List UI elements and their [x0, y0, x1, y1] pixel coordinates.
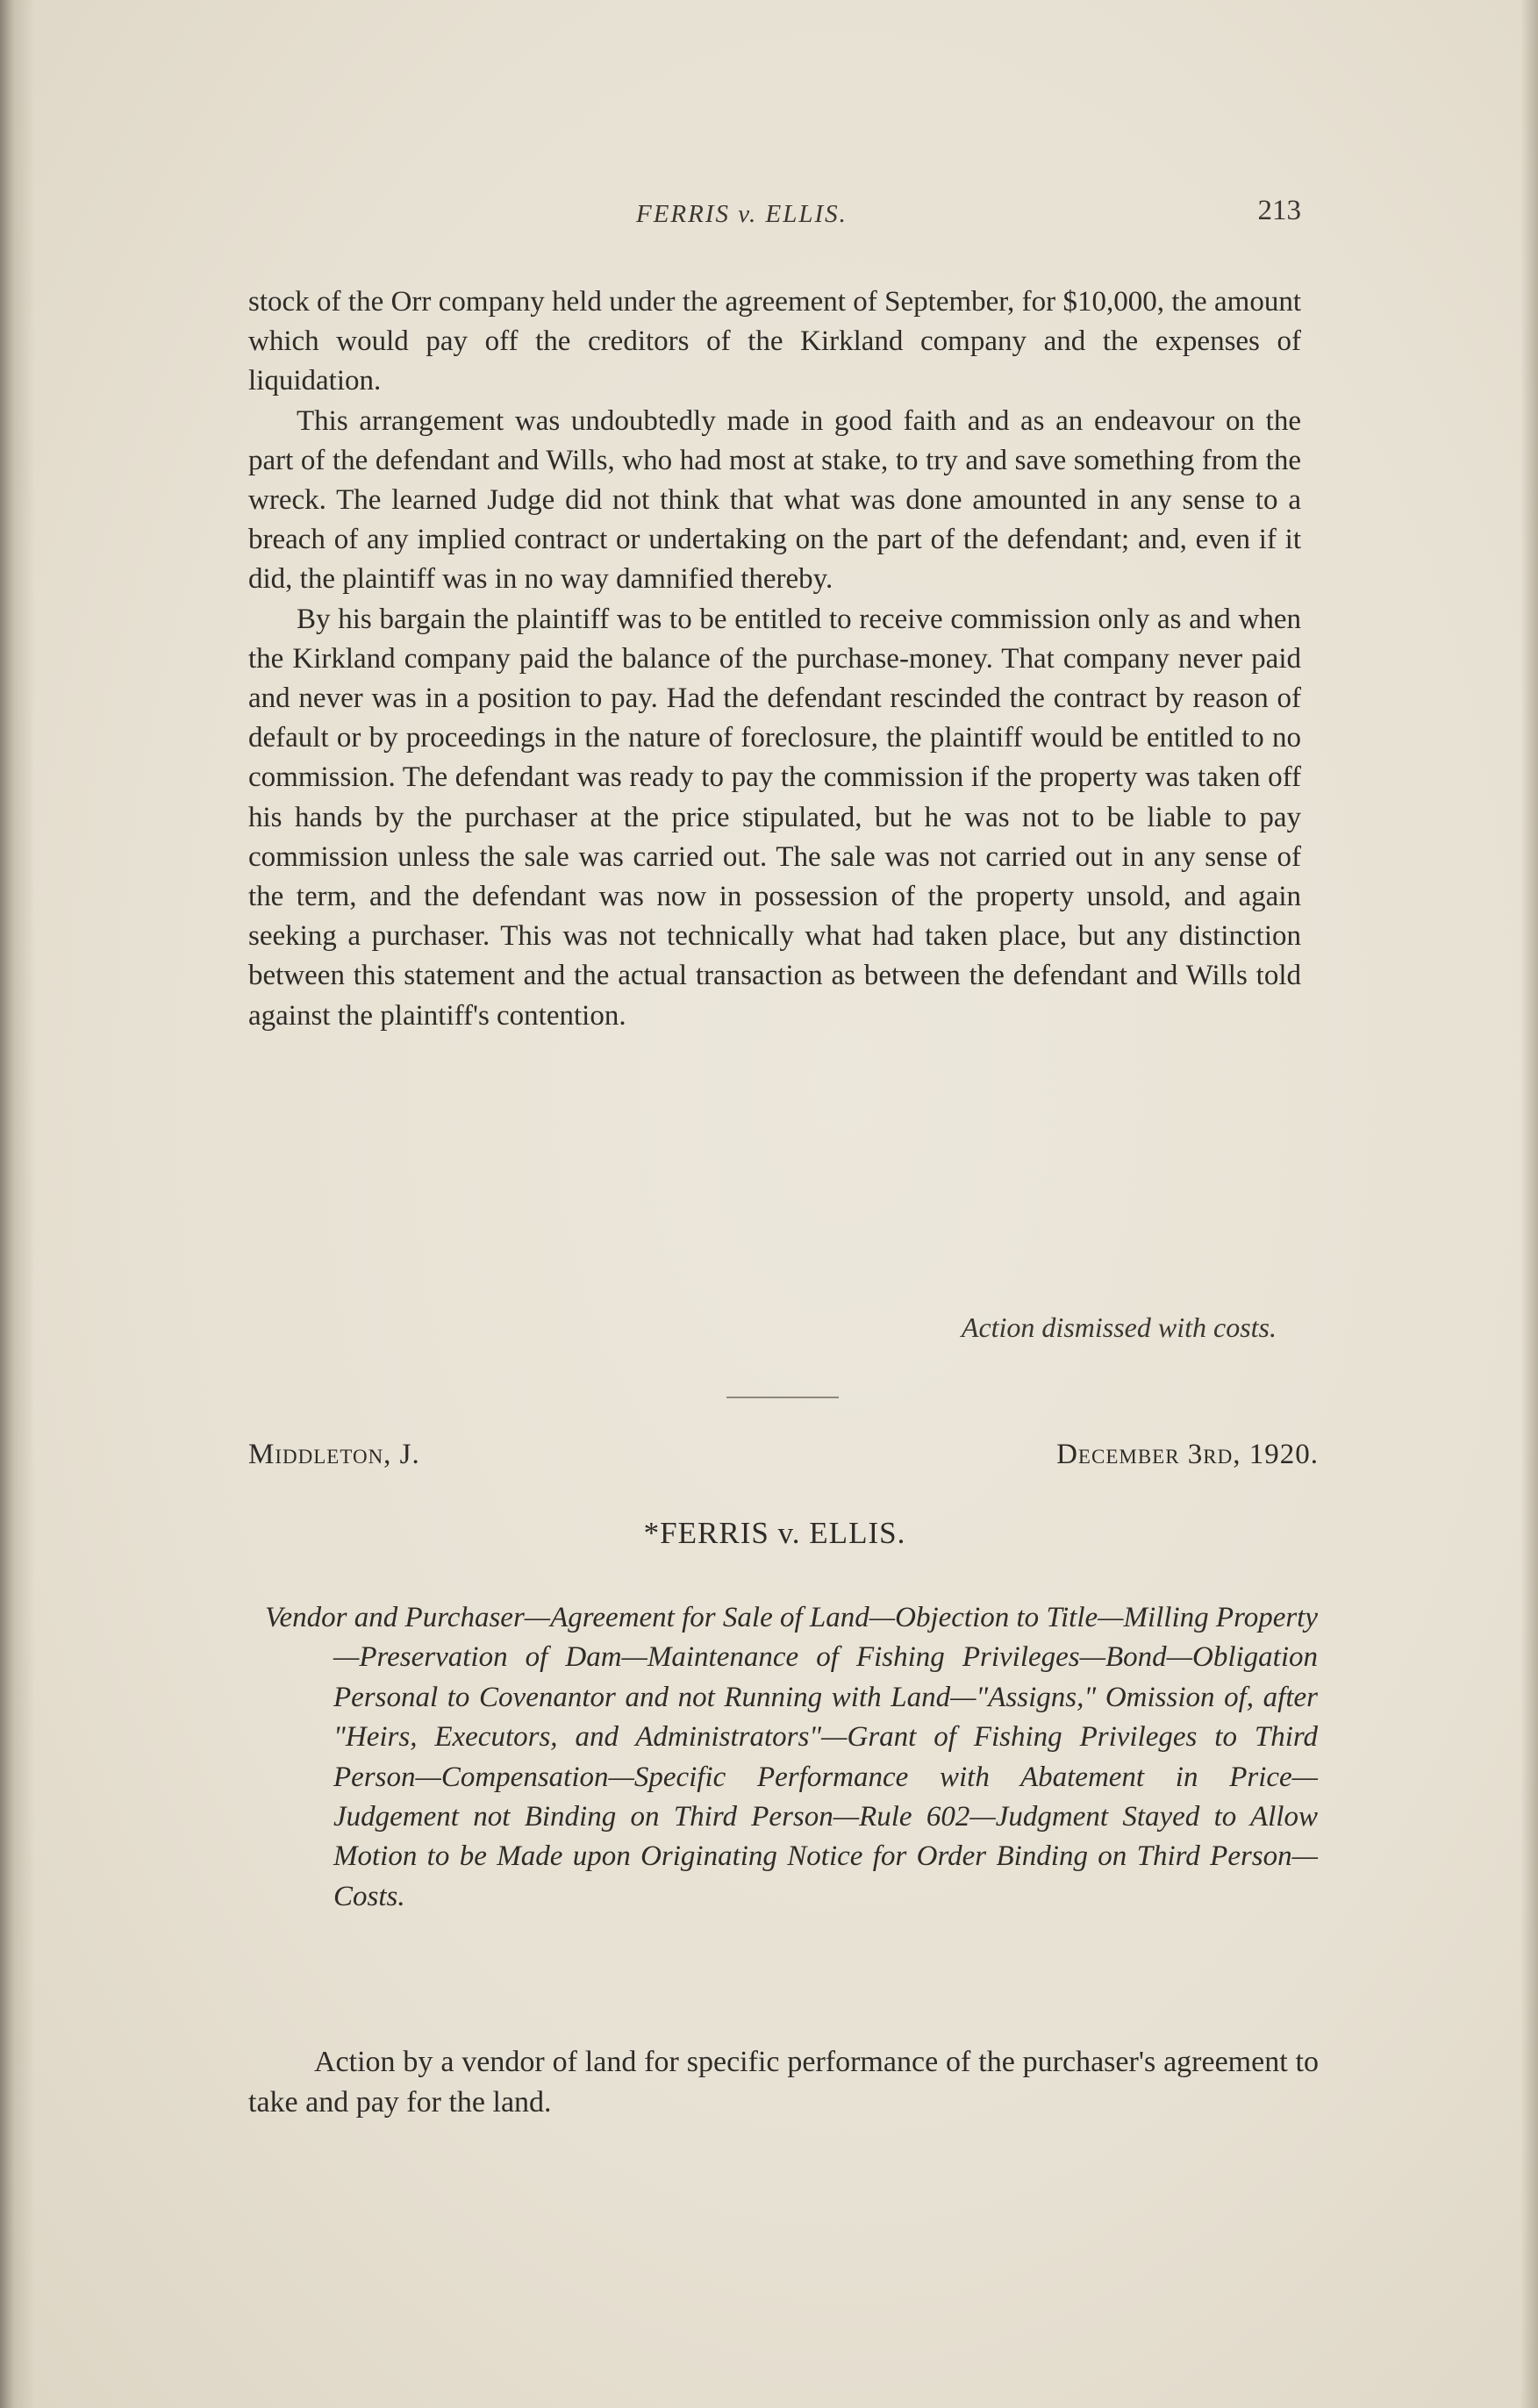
case-date: December 3rd, 1920.	[1056, 1439, 1319, 1470]
paragraph-2: This arrangement was undoubtedly made in good faith and as an endeavour on the part of the defendant and Wills, who had most at stake, to try and save something from the wreck. The learned Judge did not think that what was done amounted in any sense to a breach of any implied contract or undertaking on the part of the defendant; and, even if it did, the plaintiff was in no way damnified thereby.	[248, 404, 1301, 596]
page-edge-shadow	[1520, 0, 1538, 2408]
running-head: FERRIS v. ELLIS.	[636, 200, 848, 228]
case-intro: Action by a vendor of land for specific performance of the purchaser's agreement to take and pay for the land.	[248, 2046, 1319, 2119]
case-title: *FERRIS v. ELLIS.	[643, 1516, 906, 1550]
paragraph-1: stock of the Orr company held under the agreement of September, for $10,000, the amount which would pay off the creditors of the Kirkland company and the expenses of liquidation.	[248, 286, 1301, 397]
page-number: 213	[1257, 195, 1301, 226]
headnote: Vendor and Purchaser—Agreement for Sale of Land—Objection to Title—Milling Property—Preservation of Dam—Maintenance of Fishing Privileges—Bond—Obligation Personal to Covenantor and not Running with Land—"Assigns," Omission of, after "Heirs, Executors, and Administrators"—Grant of Fishing Privileges to Third Person—Compensation—Specific Performance with Abatement in Price—Judgement not Binding on Third Person—Rule 602—Judgment Stayed to Allow Motion to be Made upon Originating Notice for Order Binding on Third Person—Costs.	[265, 1602, 1318, 1912]
page-gutter-shadow	[0, 0, 35, 2408]
paragraph-3: By his bargain the plaintiff was to be entitled to receive commission only as and when the Kirkland company paid the balance of the purchase-money. That company never paid and never was in a position to pay. Had the defendant rescinded the contract by reason of default or by proceedings in the nature of foreclosure, the plaintiff would be entitled to no commission. The defendant was ready to pay the commission if the property was taken off his hands by the purchaser at the price stipulated, but he was not to be liable to pay commission unless the sale was carried out. The sale was not carried out in any sense of the term, and the defendant was now in possession of the property unsold, and again seeking a purchaser. This was not technically what had taken place, but any distinction between this statement and the actual transaction as between the defendant and Wills told against the plaintiff's contention.	[248, 603, 1301, 1032]
page-header	[248, 195, 1301, 239]
section-divider	[726, 1397, 839, 1398]
judge-name: Middleton, J.	[248, 1439, 420, 1470]
body-text	[248, 282, 1301, 1036]
disposition: Action dismissed with costs.	[961, 1311, 1277, 1343]
